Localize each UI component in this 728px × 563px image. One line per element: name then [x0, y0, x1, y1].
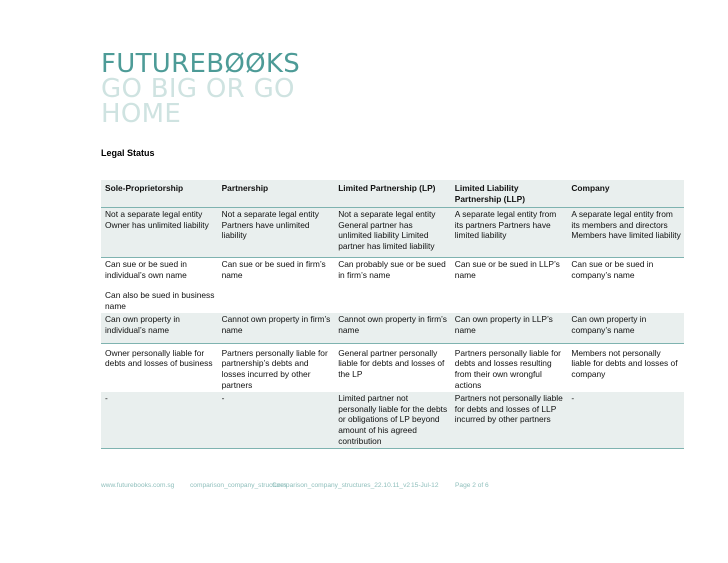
header-sole-proprietorship: Sole-Proprietorship	[101, 180, 218, 208]
table-row-sue	[101, 258, 684, 314]
header-company: Company	[567, 180, 684, 208]
table-cell: Not a separate legal entity General partner has unlimited liability Limited partner has limited liability	[334, 208, 451, 258]
table-cell: Can own property in individual’s name	[101, 313, 218, 343]
table-cell: Not a separate legal entity Partners have unlimited liability	[218, 208, 335, 258]
table-cell: Owner personally liable for debts and losses of business	[105, 347, 213, 369]
table-cell: Can sue or be sued in company’s name	[571, 259, 654, 280]
footer-filename: comparison_company_structures	[190, 482, 288, 489]
brand-tagline-line1: GO BIG OR GO	[101, 74, 295, 104]
table-cell: Cannot own property in firm’s name	[218, 313, 335, 343]
table-cell: A separate legal entity from its members and directors Members have limited liability	[567, 208, 684, 258]
table-cell: Partners not personally liable for debts and losses of LLP incurred by other partners	[451, 392, 568, 448]
table-cell: Can own property in company’s name	[567, 313, 684, 343]
table-cell: Members not personally liable for debts and losses of company	[571, 347, 678, 380]
footer-website: www.futurebooks.com.sg	[101, 482, 175, 489]
table-row-property	[101, 313, 684, 343]
table-cell: Can sue or be sued in firm’s name	[221, 259, 326, 280]
brand-name: FUTUREBØØKS	[101, 49, 301, 79]
brand-tagline-line2: HOME	[101, 99, 182, 129]
brand-logo	[101, 49, 301, 129]
footer-page-number: Page 2 of 6	[455, 482, 489, 489]
table-cell	[101, 258, 218, 314]
table-cell: Can probably sue or be sued in firm’s name	[338, 259, 446, 280]
table-cell: -	[218, 392, 335, 448]
table-cell: Limited partner not personally liable for the debts or obligations of LP beyond amount of his agreed contribution	[334, 392, 451, 448]
table-cell: Can sue or be sued in LLP’s name	[454, 259, 560, 280]
table-row-personal-liability	[101, 343, 684, 392]
table-cell: Partners personally liable for debts and losses resulting from their own wrongful actions	[454, 347, 561, 390]
page-footer	[0, 482, 728, 496]
table-cell: Partners personally liable for partnership’s debts and losses incurred by other partners	[221, 347, 328, 390]
legal-status-table	[101, 180, 684, 449]
table-row-liability	[101, 208, 684, 258]
sue-extra-text: Can also be sued in business name	[105, 290, 215, 311]
table-cell: General partner personally liable for debts and losses of the LP	[338, 347, 445, 380]
header-llp: Limited Liability Partnership (LLP)	[451, 180, 568, 208]
footer-document-name: Comparison_company_structures_22.10.11_v2	[272, 482, 411, 489]
cell-spacer	[105, 280, 215, 290]
footer-date: 15-Jul-12	[411, 482, 439, 489]
table-cell: -	[101, 392, 218, 448]
table-cell: A separate legal entity from its partners Partners have limited liability	[451, 208, 568, 258]
table-cell: Can own property in LLP’s name	[451, 313, 568, 343]
header-partnership: Partnership	[218, 180, 335, 208]
table-cell: Not a separate legal entity Owner has unlimited liability	[101, 208, 218, 258]
header-limited-partnership: Limited Partnership (LP)	[334, 180, 451, 208]
section-title: Legal Status	[101, 148, 155, 158]
sue-main-text: Can sue or be sued in individual’s own name	[105, 259, 187, 280]
table-cell: Cannot own property in firm’s name	[334, 313, 451, 343]
table-cell: -	[567, 392, 684, 448]
table-row-limited-partner	[101, 392, 684, 448]
table-header-row	[101, 180, 684, 208]
